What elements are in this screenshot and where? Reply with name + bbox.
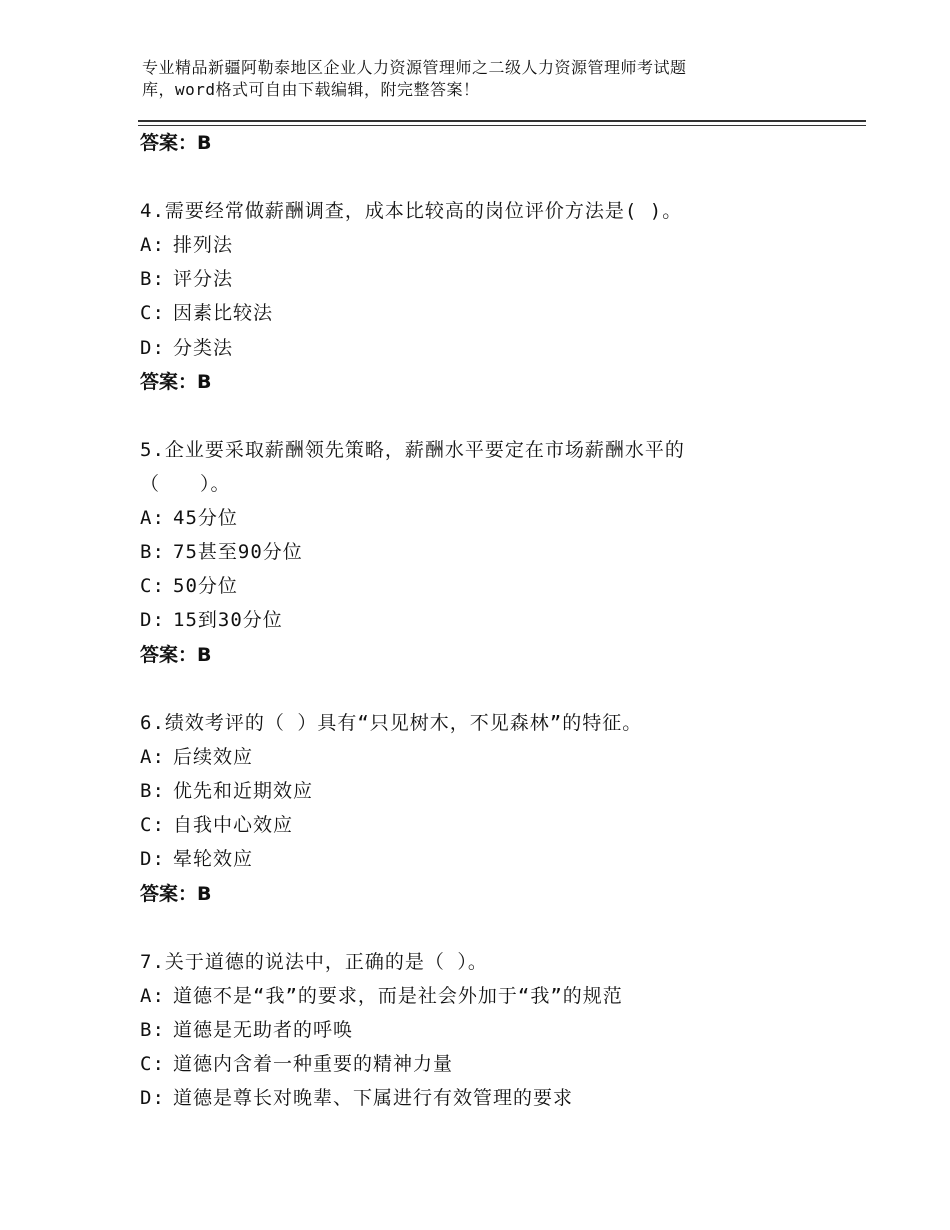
option-label: B: (140, 541, 165, 563)
question-6-option-d (140, 847, 253, 871)
option-text: 后续效应 (173, 746, 254, 768)
question-4-option-a (140, 233, 233, 257)
option-text: 15到30分位 (173, 609, 283, 631)
question-6-option-b (140, 779, 313, 803)
option-text: 排列法 (173, 234, 234, 256)
option-label: D: (140, 848, 165, 870)
option-label: B: (140, 780, 165, 802)
question-6-option-c (140, 813, 293, 837)
option-label: A: (140, 746, 165, 768)
document-header (142, 57, 862, 101)
header-divider-thick (138, 120, 866, 122)
option-text: 分类法 (173, 337, 234, 359)
option-label: B: (140, 268, 165, 290)
header-divider-thin (138, 125, 866, 126)
question-6-answer: 答案：B (140, 883, 212, 905)
option-label: A: (140, 985, 165, 1007)
option-label: D: (140, 337, 165, 359)
option-text: 评分法 (173, 268, 234, 290)
question-5-option-c (140, 574, 238, 598)
question-4-option-b (140, 267, 233, 291)
option-label: A: (140, 234, 165, 256)
question-5-text: 5.企业要采取薪酬领先策略，薪酬水平要定在市场薪酬水平的 (140, 439, 685, 461)
question-6-text: 6.绩效考评的（ ）具有“只见树木，不见森林”的特征。 (140, 712, 643, 734)
question-4-text: 4.需要经常做薪酬调查，成本比较高的岗位评价方法是( )。 (140, 200, 683, 222)
header-line-2: 库，word格式可自由下载编辑，附完整答案！ (142, 80, 480, 99)
option-text: 晕轮效应 (173, 848, 254, 870)
question-7-option-c (140, 1052, 453, 1076)
question-7-option-d (140, 1086, 573, 1110)
question-6-option-a (140, 745, 253, 769)
question-7-option-a (140, 984, 623, 1008)
question-7-text: 7.关于道德的说法中，正确的是（ ）。 (140, 951, 488, 973)
question-4-option-c (140, 301, 273, 325)
question-5-text-cont: （ ）。 (140, 473, 231, 495)
option-text: 优先和近期效应 (173, 780, 314, 802)
option-label: A: (140, 507, 165, 529)
option-label: D: (140, 1087, 165, 1109)
option-label: B: (140, 1019, 165, 1041)
option-text: 道德不是“我”的要求，而是社会外加于“我”的规范 (173, 985, 623, 1007)
option-text: 因素比较法 (173, 302, 274, 324)
question-5-option-b (140, 540, 303, 564)
option-text: 道德是无助者的呼唤 (173, 1019, 354, 1041)
header-line-1: 专业精品新疆阿勒泰地区企业人力资源管理师之二级人力资源管理师考试题 (142, 58, 687, 77)
option-text: 45分位 (173, 507, 238, 529)
question-5-option-d (140, 608, 283, 632)
option-label: C: (140, 302, 165, 324)
question-5-option-a (140, 506, 238, 530)
option-text: 道德是尊长对晚辈、下属进行有效管理的要求 (173, 1087, 574, 1109)
option-label: C: (140, 575, 165, 597)
option-text: 75甚至90分位 (173, 541, 303, 563)
option-label: D: (140, 609, 165, 631)
question-4-option-d (140, 336, 233, 360)
option-label: C: (140, 814, 165, 836)
answer-previous: 答案：B (140, 132, 212, 154)
question-4-answer: 答案：B (140, 371, 212, 393)
question-5-answer: 答案：B (140, 644, 212, 666)
option-text: 50分位 (173, 575, 238, 597)
option-text: 道德内含着一种重要的精神力量 (173, 1053, 454, 1075)
option-label: C: (140, 1053, 165, 1075)
option-text: 自我中心效应 (173, 814, 294, 836)
question-7-option-b (140, 1018, 353, 1042)
